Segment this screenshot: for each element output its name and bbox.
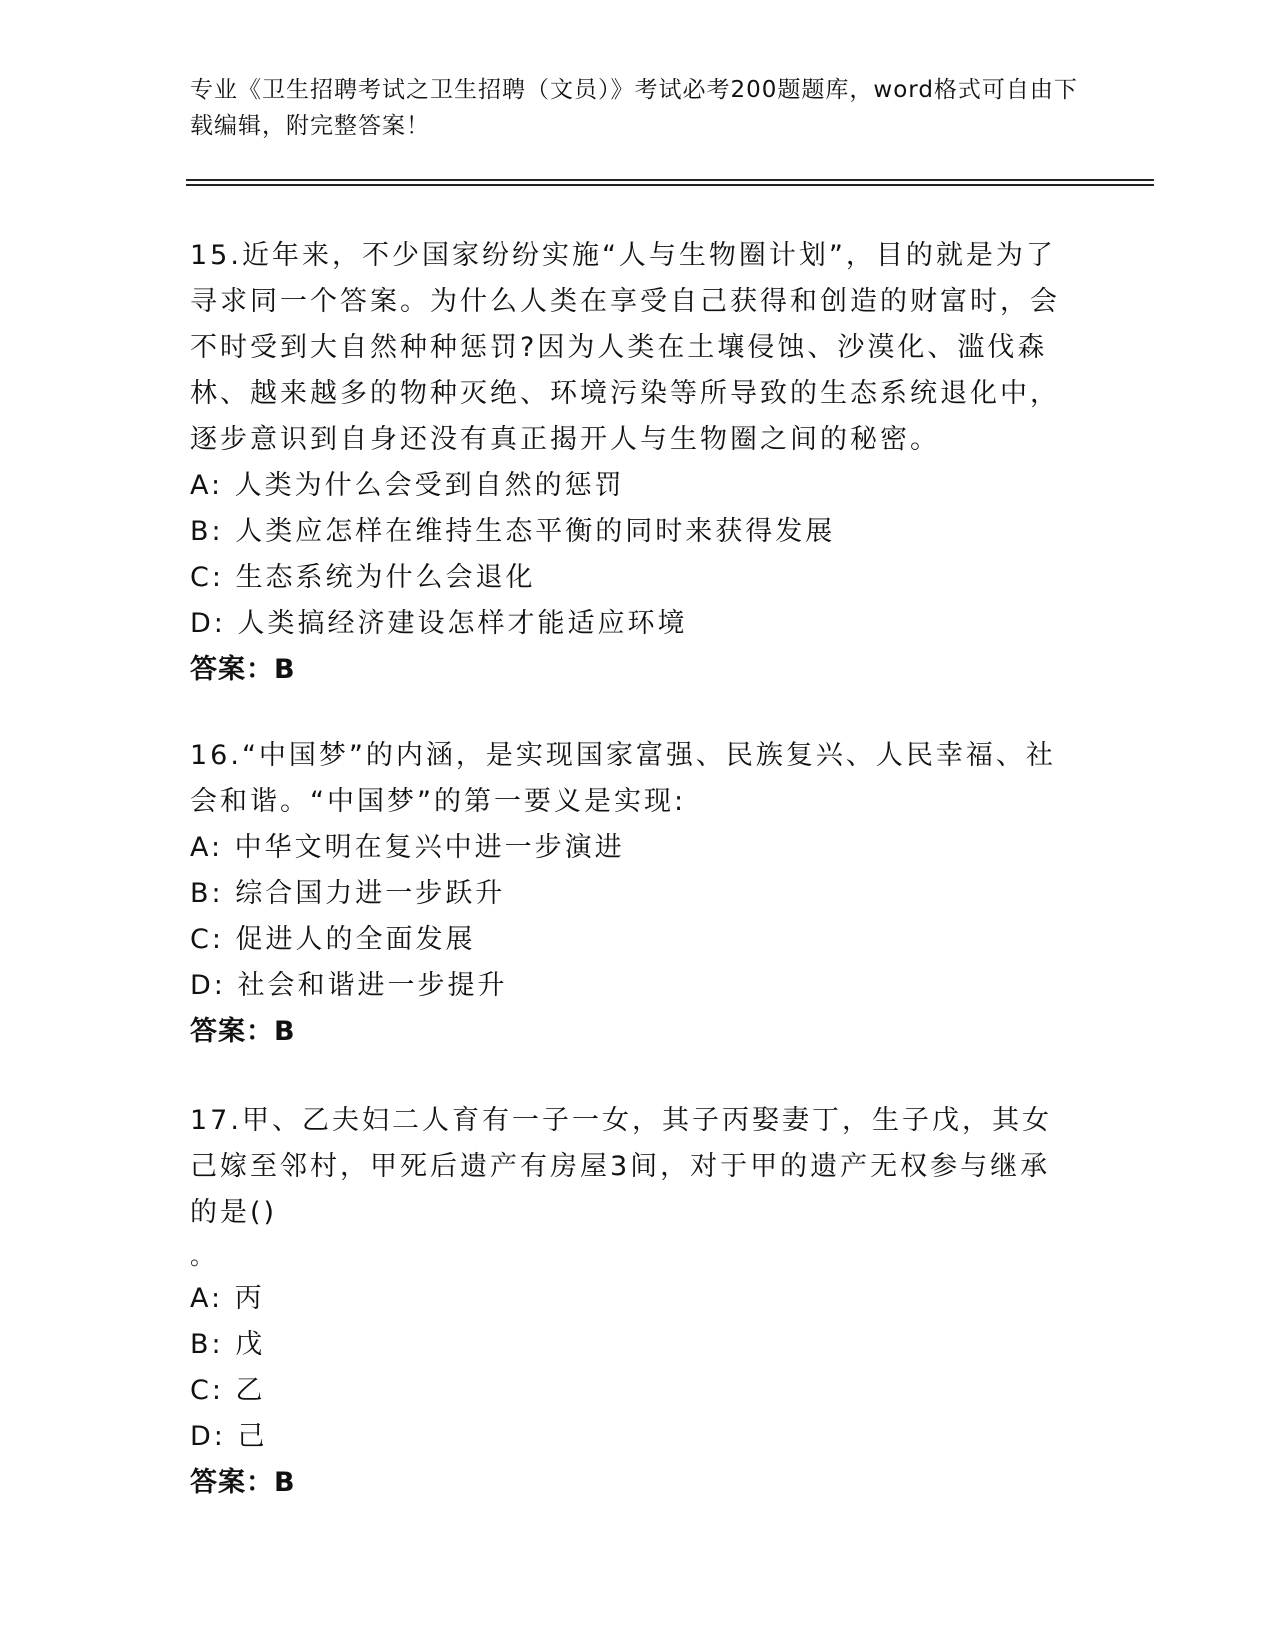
option-d: D: 己	[190, 1421, 268, 1452]
option-a: A: 丙	[190, 1283, 265, 1314]
option-c: C: 乙	[190, 1375, 266, 1406]
answer: 答案：B	[190, 1016, 296, 1047]
question-17	[190, 1098, 1080, 1506]
option-a: A: 中华文明在复兴中进一步演进	[190, 832, 625, 863]
header-divider-bottom	[186, 184, 1154, 186]
question-stem: 16.“中国梦”的内涵，是实现国家富强、民族复兴、人民幸福、社会和谐。“中国梦”的第一要义是实现:	[190, 740, 1056, 817]
option-c: C: 生态系统为什么会退化	[190, 562, 536, 593]
header-divider-top	[186, 179, 1154, 181]
option-c: C: 促进人的全面发展	[190, 924, 476, 955]
document-header: 专业《卫生招聘考试之卫生招聘（文员）》考试必考200题题库，word格式可自由下载编辑，附完整答案！	[190, 77, 1078, 139]
answer: 答案：B	[190, 1467, 296, 1498]
option-b: B: 综合国力进一步跃升	[190, 878, 506, 909]
option-b: B: 人类应怎样在维持生态平衡的同时来获得发展	[190, 516, 836, 547]
question-stem: 17.甲、乙夫妇二人育有一子一女，其子丙娶妻丁，生子戊，其女己嫁至邻村，甲死后遗产有房屋3间，对于甲的遗产无权参与继承的是()	[190, 1105, 1052, 1228]
option-b: B: 戊	[190, 1329, 266, 1360]
question-16	[190, 733, 1080, 1055]
option-d: D: 人类搞经济建设怎样才能适应环境	[190, 608, 688, 639]
option-d: D: 社会和谐进一步提升	[190, 970, 508, 1001]
question-stem: 15.近年来，不少国家纷纷实施“人与生物圈计划”，目的就是为了寻求同一个答案。为什么人类在享受自己获得和创造的财富时，会不时受到大自然种种惩罚?因为人类在土壤侵蚀、沙漠化、滥伐森林、越来越多的物种灭绝、环境污染等所导致的生态系统退化中，逐步意识到自身还没有真正揭开人与生物圈之间的秘密。	[190, 240, 1060, 455]
question-stem-tail: 。	[190, 1242, 214, 1270]
option-a: A: 人类为什么会受到自然的惩罚	[190, 470, 625, 501]
question-15	[190, 233, 1080, 693]
answer: 答案：B	[190, 654, 296, 685]
